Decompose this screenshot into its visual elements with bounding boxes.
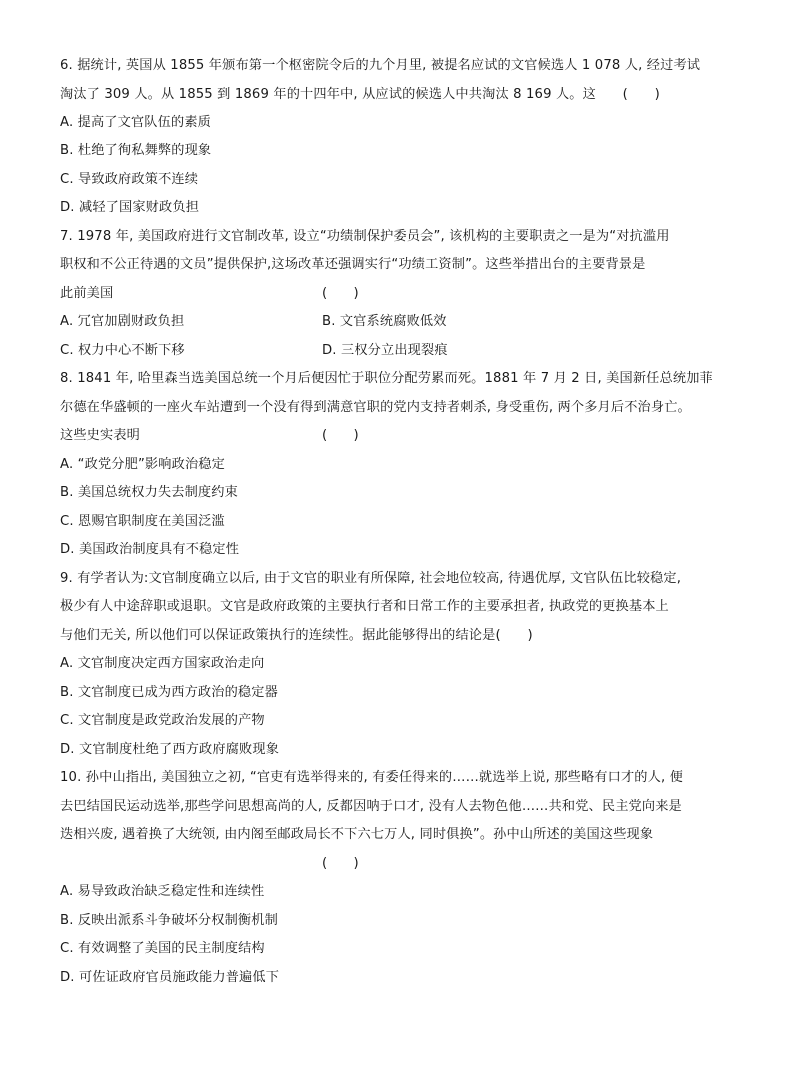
q8-option-c: C. 恩赐官职制度在美国泛滥 — [60, 514, 225, 529]
q6-option-b: B. 杜绝了徇私舞弊的现象 — [60, 143, 212, 158]
q7-stem-line-3: 此前美国 — [60, 286, 114, 301]
q6-stem-line-2: 淘汰了 309 人。从 1855 到 1869 年的十四年中, 从应试的候选人中共淘汰 8 169 人。这 ( ) — [60, 87, 660, 102]
q7-option-d: D. 三权分立出现裂痕 — [322, 343, 448, 358]
q8-option-a: A. “政党分肥”影响政治稳定 — [60, 457, 225, 472]
q7-stem-line-2: 职权和不公正待遇的文员”提供保护,这场改革还强调实行“功绩工资制”。这些举措出台的主要背景是 — [60, 257, 646, 272]
q6-option-c: C. 导致政府政策不连续 — [60, 172, 199, 187]
q10-answer-blank: ( ) — [322, 856, 359, 871]
q9-option-b: B. 文官制度已成为西方政治的稳定器 — [60, 685, 278, 700]
q10-stem-line-2: 去巴结国民运动选举,那些学问思想高尚的人, 反都因呐于口才, 没有人去物色他……共和党、民主党向来是 — [60, 799, 682, 814]
q9-stem-line-2: 极少有人中途辞职或退职。文官是政府政策的主要执行者和日常工作的主要承担者, 执政党的更换基本上 — [60, 599, 669, 614]
q8-option-b: B. 美国总统权力失去制度约束 — [60, 485, 238, 500]
q9-option-a: A. 文官制度决定西方国家政治走向 — [60, 656, 265, 671]
q8-stem-line-2: 尔德在华盛顿的一座火车站遭到一个没有得到满意官职的党内支持者刺杀, 身受重伤, 两个多月后不治身亡。 — [60, 400, 691, 415]
q7-answer-blank: ( ) — [322, 286, 359, 301]
q7-option-b: B. 文官系统腐败低效 — [322, 314, 447, 329]
q9-option-d: D. 文官制度杜绝了西方政府腐败现象 — [60, 742, 280, 757]
q8-answer-blank: ( ) — [322, 428, 359, 443]
q10-option-b: B. 反映出派系斗争破坏分权制衡机制 — [60, 913, 278, 928]
q8-option-d: D. 美国政治制度具有不稳定性 — [60, 542, 240, 557]
q9-stem-line-3: 与他们无关, 所以他们可以保证政策执行的连续性。据此能够得出的结论是( ) — [60, 628, 533, 643]
q9-stem-line-1: 9. 有学者认为:文官制度确立以后, 由于文官的职业有所保障, 社会地位较高, 待遇优厚, 文官队伍比较稳定, — [60, 571, 682, 586]
q6-stem-line-1: 6. 据统计, 英国从 1855 年颁布第一个枢密院令后的九个月里, 被提名应试的文官候选人 1 078 人, 经过考试 — [60, 58, 701, 73]
q10-option-d: D. 可佐证政府官员施政能力普遍低下 — [60, 970, 280, 985]
q8-stem-line-3: 这些史实表明 — [60, 428, 141, 443]
q9-option-c: C. 文官制度是政党政治发展的产物 — [60, 713, 265, 728]
q10-stem-line-1: 10. 孙中山指出, 美国独立之初, “官吏有选举得来的, 有委任得来的……就选举上说, 那些略有口才的人, 便 — [60, 770, 683, 785]
q7-stem-line-1: 7. 1978 年, 美国政府进行文官制改革, 设立“功绩制保护委员会”, 该机构的主要职责之一是为“对抗滥用 — [60, 229, 670, 244]
q7-option-a: A. 冗官加剧财政负担 — [60, 314, 185, 329]
q6-option-d: D. 减轻了国家财政负担 — [60, 200, 200, 215]
q10-stem-line-3: 迭相兴废, 遇着换了大统领, 由内阁至邮政局长不下六七万人, 同时俱换”。孙中山所述的美国这些现象 — [60, 827, 654, 842]
q10-option-c: C. 有效调整了美国的民主制度结构 — [60, 941, 265, 956]
q6-option-a: A. 提高了文官队伍的素质 — [60, 115, 211, 130]
q8-stem-line-1: 8. 1841 年, 哈里森当选美国总统一个月后便因忙于职位分配劳累而死。1881 年 7 月 2 日, 美国新任总统加菲 — [60, 371, 713, 386]
q10-option-a: A. 易导致政治缺乏稳定性和连续性 — [60, 884, 265, 899]
q7-option-c: C. 权力中心不断下移 — [60, 343, 185, 358]
